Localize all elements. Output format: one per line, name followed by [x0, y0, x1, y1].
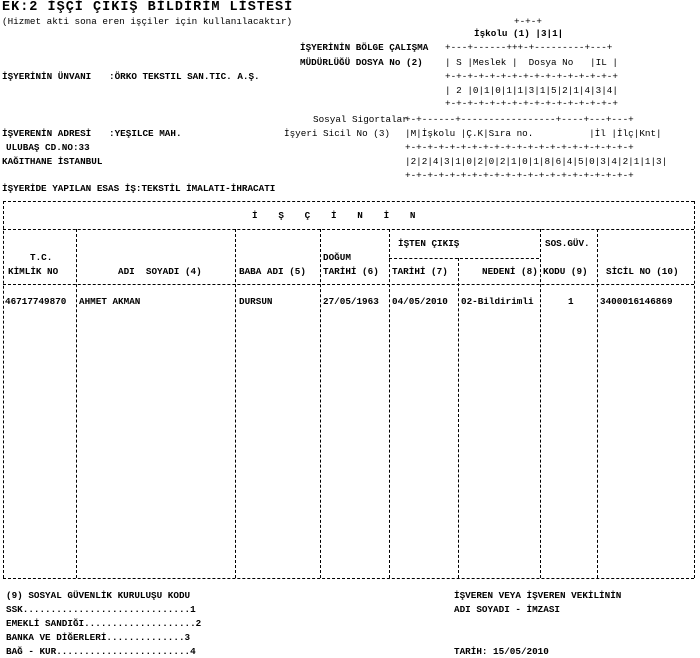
- col-line-2: [235, 229, 236, 578]
- unvan-value: :ÖRKO TEKSTIL SAN.TIC. A.Ş.: [109, 71, 260, 82]
- col-line-7: [597, 229, 598, 578]
- adres-label: İŞVERENİN ADRESİ: [2, 128, 92, 139]
- cell-exit-date: 04/05/2010: [392, 296, 448, 307]
- grid1-row2: +-+-+-+-+-+-+-+-+-+-+-+-+-+-+-+: [445, 71, 618, 82]
- col-exit-group: İŞTEN ÇIKIŞ: [398, 238, 460, 249]
- cell-father: DURSUN: [239, 296, 273, 307]
- ssk-label-1: Sosyal Sigortalar: [313, 114, 408, 125]
- cell-birth: 27/05/1963: [323, 296, 379, 307]
- cell-code: 1: [568, 296, 574, 307]
- col-exit-reason: NEDENİ (8): [482, 266, 538, 277]
- employer-label-1: İŞVEREN VEYA İŞVEREN VEKİLİNİN: [454, 590, 622, 601]
- grid1-top: +-+-+: [514, 16, 542, 27]
- document-subtitle: (Hizmet akti sona eren işçiler için kullanılacaktır): [2, 16, 293, 27]
- legend-item: BAĞ - KUR........................4: [6, 646, 196, 657]
- col-tc-2: KİMLİK NO: [8, 266, 59, 277]
- table-bottom-rule: [3, 578, 694, 579]
- col-line-0: [3, 201, 4, 578]
- unvan-label: İŞYERİNİN ÜNVANI: [2, 71, 92, 82]
- col-line-4: [389, 229, 390, 578]
- legend-item: SSK..............................1: [6, 604, 196, 615]
- table-section-title: İ Ş Ç İ N İ N: [252, 210, 417, 221]
- grid2-row3: |2|2|4|3|1|0|2|0|2|1|0|1|8|6|4|5|0|3|4|2|1|1|3|: [405, 156, 668, 167]
- grid1-row0: +---+------+++-+---------+---+: [445, 42, 613, 53]
- col-birth-1: DOĞUM: [323, 252, 351, 263]
- cell-sicil: 3400016146869: [600, 296, 673, 307]
- legend-item: BANKA VE DİĞERLERİ..............3: [6, 632, 191, 643]
- esas-is: İŞYERİDE YAPILAN ESAS İŞ:TEKSTİL İMALATI-İHRACATI: [2, 183, 276, 194]
- col-sicil: SİCİL NO (10): [606, 266, 679, 277]
- col-tc-1: T.C.: [30, 252, 53, 263]
- grid1-row4: +-+-+-+-+-+-+-+-+-+-+-+-+-+-+-+: [445, 98, 618, 109]
- table-top-rule: [3, 201, 694, 202]
- employer-label-2: ADI SOYADI - İMZASI: [454, 604, 561, 615]
- cell-name: AHMET AKMAN: [79, 296, 141, 307]
- ssk-label-2: İşyeri Sicil No (3): [284, 128, 391, 139]
- table-header-rule: [3, 284, 694, 285]
- col-line-5: [458, 258, 459, 578]
- col-line-6: [540, 229, 541, 578]
- document-title: EK:2 İŞÇİ ÇIKIŞ BİLDİRİM LİSTESİ: [2, 0, 294, 15]
- table-section-rule: [3, 229, 694, 230]
- legend-item: EMEKLİ SANDIĞI....................2: [6, 618, 202, 629]
- grid1-row3: | 2 |0|1|0|1|1|3|1|5|2|1|4|3|4|: [445, 85, 618, 96]
- col-sos-2: KODU (9): [543, 266, 588, 277]
- bolge-label-2: MÜDÜRLÜĞÜ DOSYA No (2): [300, 57, 423, 68]
- cell-tc: 46717749870: [5, 296, 67, 307]
- bolge-label-1: İŞYERİNİN BÖLGE ÇALIŞMA: [300, 42, 429, 53]
- adres-line-2: ULUBAŞ CD.NO:33: [6, 142, 90, 153]
- col-name: ADI SOYADI (4): [118, 266, 202, 277]
- grid2-row1: |M|İşkolu |Ç.K|Sıra no. |İl |İlç|Knt|: [405, 128, 662, 139]
- document-date: TARİH: 15/05/2010: [454, 646, 549, 657]
- exit-group-rule: [389, 258, 539, 259]
- col-sos-1: SOS.GÜV.: [545, 238, 590, 249]
- col-exit-date: TARİHİ (7): [392, 266, 448, 277]
- grid1-row1: | S |Meslek | Dosya No |IL |: [445, 57, 618, 68]
- grid2-row0: +-+------+-----------------+----+---+---+: [405, 114, 634, 125]
- col-line-3: [320, 229, 321, 578]
- cell-reason: 02-Bildirimli: [461, 296, 534, 307]
- col-line-1: [76, 229, 77, 578]
- col-line-8: [694, 201, 695, 578]
- grid2-row4: +-+-+-+-+-+-+-+-+-+-+-+-+-+-+-+-+-+-+-+-+: [405, 170, 634, 181]
- iskolu-line: İşkolu (1) |3|1|: [474, 28, 564, 39]
- grid2-row2: +-+-+-+-+-+-+-+-+-+-+-+-+-+-+-+-+-+-+-+-+: [405, 142, 634, 153]
- adres-line-3: KAĞITHANE İSTANBUL: [2, 156, 103, 167]
- legend-title: (9) SOSYAL GÜVENLİK KURULUŞU KODU: [6, 590, 191, 601]
- adres-value: :YEŞILCE MAH.: [109, 128, 182, 139]
- col-birth-2: TARİHİ (6): [323, 266, 379, 277]
- col-father: BABA ADI (5): [239, 266, 306, 277]
